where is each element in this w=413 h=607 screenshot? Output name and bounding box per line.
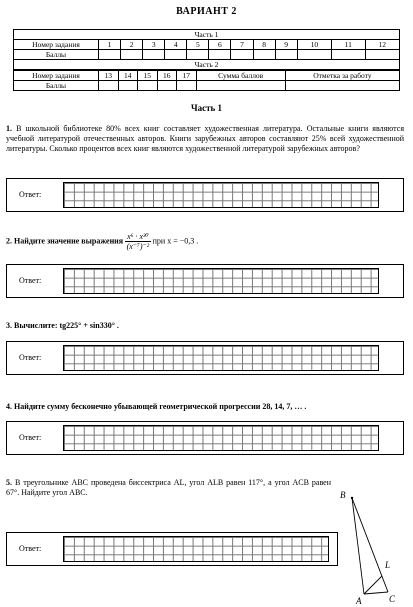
part1-points-cell-3 — [165, 50, 187, 60]
task-2-text: Найдите значение выражения — [14, 236, 124, 246]
part2-points-cell-1 — [118, 81, 138, 91]
part1-task-number-1: 2 — [121, 40, 143, 50]
answer-grid-1[interactable] — [63, 182, 379, 208]
answer-label: Ответ: — [19, 353, 42, 362]
answer-label: Ответ: — [19, 433, 42, 442]
part1-points-cell-9 — [297, 50, 331, 60]
answer-label: Ответ: — [19, 276, 42, 285]
part2-points-cell-3 — [157, 81, 177, 91]
part1-task-number-10: 11 — [332, 40, 365, 50]
triangle-figure — [338, 488, 408, 606]
part1-points-cell-1 — [121, 50, 143, 60]
part1-task-number-3: 4 — [165, 40, 187, 50]
task-2-condition: при x = −0,3 . — [152, 236, 199, 246]
part1-points-cell-6 — [231, 50, 253, 60]
part2-header-cell-4: 17 — [177, 71, 197, 81]
part1-task-number-4: 5 — [187, 40, 209, 50]
answer-grid-2[interactable] — [63, 268, 379, 294]
label-b: B — [340, 490, 346, 500]
task-2 — [6, 232, 404, 251]
answer-box-5 — [6, 532, 338, 566]
label-l: L — [385, 560, 391, 570]
part2-points-cell-0 — [99, 81, 119, 91]
task-5 — [6, 478, 331, 498]
answer-grid-3[interactable] — [63, 345, 379, 371]
part2-header-cell-6: Отметка за работу — [285, 71, 399, 81]
part1-points-cell-4 — [187, 50, 209, 60]
part-heading: Часть 1 — [190, 103, 223, 113]
part1-task-number-8: 9 — [275, 40, 297, 50]
task-3 — [6, 321, 404, 331]
part1-task-number-9: 10 — [297, 40, 331, 50]
part2-header-cell-1: 14 — [118, 71, 138, 81]
part2-header-cell-0: 13 — [99, 71, 119, 81]
label-a: A — [356, 596, 362, 606]
part1-points-cell-5 — [209, 50, 231, 60]
part1-task-number-0: 1 — [99, 40, 121, 50]
task-4 — [6, 402, 404, 412]
part1-task-number-11: 12 — [365, 40, 399, 50]
answer-box-1 — [6, 178, 404, 212]
side-ba — [352, 498, 364, 594]
answer-label: Ответ: — [19, 544, 42, 553]
part2-points-cell-4 — [177, 81, 197, 91]
answer-label: Ответ: — [19, 190, 42, 199]
part1-points-cell-11 — [365, 50, 399, 60]
fraction-denominator: (x⁻⁷)⁻² — [126, 242, 150, 251]
side-bc — [352, 498, 391, 592]
task-3-number: 3. — [6, 321, 12, 330]
part1-points-cell-7 — [253, 50, 275, 60]
task-1-text: В школьной библиотеке 80% всех книг составляет художественная литература. Остальные книги являются учебной литературой отечественных авторов. Книги зарубежных авторов составляют 25% всей художественной литературы. Сколько процентов всех книг являются художественной литературой зарубежных авторов? — [6, 124, 404, 153]
part2-header-cell-5: Сумма баллов — [196, 71, 285, 81]
points-label-2: Баллы — [14, 81, 99, 91]
vertex-b-dot — [351, 497, 353, 499]
answer-box-2 — [6, 264, 404, 298]
side-ac — [364, 592, 388, 594]
task-number-label-2: Номер задания — [14, 71, 99, 81]
task-number-label: Номер задания — [14, 40, 99, 50]
points-label: Баллы — [14, 50, 99, 60]
answer-box-3 — [6, 341, 404, 375]
task-3-text: Вычислите: tg225° + sin330° . — [14, 321, 119, 330]
part1-task-number-5: 6 — [209, 40, 231, 50]
score-table-part1 — [13, 29, 400, 70]
part1-task-number-7: 8 — [253, 40, 275, 50]
part1-points-cell-2 — [143, 50, 165, 60]
part1-points-cell-0 — [99, 50, 121, 60]
part2-points-cell-6 — [285, 81, 399, 91]
part1-task-number-6: 7 — [231, 40, 253, 50]
part1-points-cell-10 — [332, 50, 365, 60]
part1-label: Часть 1 — [14, 30, 400, 40]
bisector-al — [364, 576, 382, 594]
part2-label: Часть 2 — [14, 60, 400, 70]
task-5-number: 5. — [6, 478, 12, 487]
task-4-number: 4. — [6, 402, 12, 411]
task-1 — [6, 124, 404, 154]
part1-task-number-2: 3 — [143, 40, 165, 50]
score-table-part2 — [13, 70, 400, 91]
fraction-numerator: x⁶ · x³⁰ — [127, 232, 149, 241]
part2-points-cell-2 — [138, 81, 158, 91]
part2-points-cell-5 — [196, 81, 285, 91]
answer-grid-4[interactable] — [63, 425, 379, 451]
answer-box-4 — [6, 421, 404, 455]
variant-title: ВАРИАНТ 2 — [176, 6, 237, 17]
part2-header-cell-2: 15 — [138, 71, 158, 81]
task-2-number: 2. — [6, 236, 12, 246]
task-2-fraction — [125, 232, 151, 251]
part2-header-cell-3: 16 — [157, 71, 177, 81]
answer-grid-5[interactable] — [63, 536, 329, 562]
task-4-text: Найдите сумму бесконечно убывающей геометрической прогрессии 28, 14, 7, … . — [14, 402, 307, 411]
part1-points-cell-8 — [275, 50, 297, 60]
label-c: C — [389, 594, 396, 604]
task-1-number: 1. — [6, 124, 12, 133]
task-5-text: В треугольнике ABC проведена биссектриса AL, угол ALB равен 117°, а угол ACB равен 67°. Найдите угол ABC. — [6, 478, 332, 497]
